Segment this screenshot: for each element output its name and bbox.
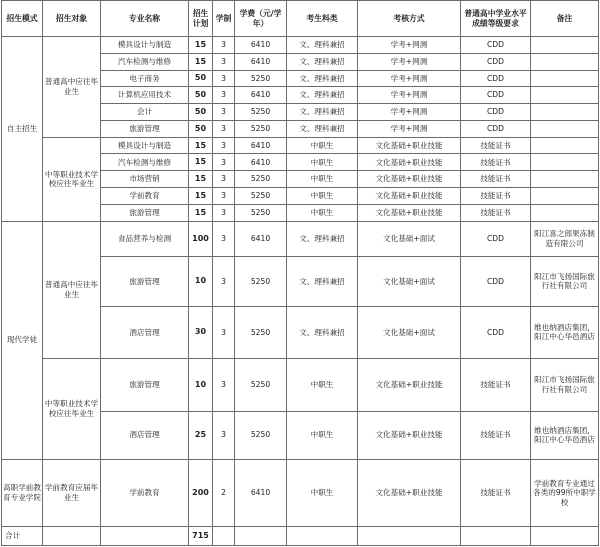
mode-modern-apprenticeship: 现代学徒	[2, 221, 43, 459]
mode-preschool-program: 高职学前教育专业学院	[2, 459, 43, 526]
exam-cell: 学考+网测	[358, 104, 461, 121]
table-row	[2, 137, 599, 154]
note-cell	[531, 188, 599, 205]
years-cell: 3	[213, 204, 235, 221]
admissions-plan-table	[1, 0, 599, 546]
header-mode: 招生模式	[2, 1, 43, 37]
level-cell: 技能证书	[461, 411, 531, 459]
fee-cell: 5250	[235, 188, 287, 205]
category-cell: 中职生	[287, 359, 358, 411]
major-cell: 计算机应用技术	[101, 87, 189, 104]
major-cell: 酒店管理	[101, 411, 189, 459]
years-cell: 3	[213, 104, 235, 121]
plan-cell: 15	[189, 154, 213, 171]
note-cell: 阳江喜之郎果冻制造有限公司	[531, 221, 599, 257]
empty-cell	[531, 526, 599, 545]
major-cell: 学前教育	[101, 188, 189, 205]
exam-cell: 文化基础+职业技能	[358, 359, 461, 411]
level-cell: CDD	[461, 257, 531, 306]
plan-cell: 30	[189, 306, 213, 358]
table-row	[2, 221, 599, 257]
plan-cell: 10	[189, 359, 213, 411]
major-cell: 学前教育	[101, 459, 189, 526]
category-cell: 文、理科兼招	[287, 120, 358, 137]
empty-cell	[287, 526, 358, 545]
fee-cell: 6410	[235, 37, 287, 54]
fee-cell: 5250	[235, 359, 287, 411]
total-label: 合计	[2, 526, 43, 545]
fee-cell: 6410	[235, 459, 287, 526]
note-cell	[531, 70, 599, 87]
major-cell: 电子商务	[101, 70, 189, 87]
exam-cell: 学考+网测	[358, 37, 461, 54]
exam-cell: 文化基础+职业技能	[358, 171, 461, 188]
plan-cell: 15	[189, 204, 213, 221]
level-cell: CDD	[461, 306, 531, 358]
exam-cell: 文化基础+职业技能	[358, 204, 461, 221]
table-row	[2, 459, 599, 526]
header-note: 备注	[531, 1, 599, 37]
years-cell: 2	[213, 459, 235, 526]
header-target: 招生对象	[43, 1, 101, 37]
years-cell: 3	[213, 359, 235, 411]
level-cell: CDD	[461, 53, 531, 70]
target-vocational: 中等职业技术学校应往毕业生	[43, 137, 101, 221]
total-row	[2, 526, 599, 545]
category-cell: 文、理科兼招	[287, 104, 358, 121]
target-modern-regular-hs: 普通高中应往毕业生	[43, 221, 101, 358]
level-cell: 技能证书	[461, 359, 531, 411]
plan-cell: 15	[189, 171, 213, 188]
fee-cell: 5250	[235, 70, 287, 87]
category-cell: 中职生	[287, 204, 358, 221]
note-cell	[531, 53, 599, 70]
plan-cell: 15	[189, 53, 213, 70]
header-category: 考生科类	[287, 1, 358, 37]
years-cell: 3	[213, 188, 235, 205]
header-exam: 考核方式	[358, 1, 461, 37]
plan-cell: 15	[189, 137, 213, 154]
years-cell: 3	[213, 53, 235, 70]
exam-cell: 学考+网测	[358, 70, 461, 87]
level-cell: 技能证书	[461, 204, 531, 221]
years-cell: 3	[213, 171, 235, 188]
exam-cell: 文化基础+职业技能	[358, 154, 461, 171]
plan-cell: 200	[189, 459, 213, 526]
empty-cell	[358, 526, 461, 545]
plan-cell: 15	[189, 188, 213, 205]
level-cell: 技能证书	[461, 188, 531, 205]
category-cell: 中职生	[287, 171, 358, 188]
exam-cell: 文化基础+职业技能	[358, 459, 461, 526]
major-cell: 旅游管理	[101, 204, 189, 221]
header-level: 普通高中学业水平成绩等级要求	[461, 1, 531, 37]
exam-cell: 学考+网测	[358, 53, 461, 70]
empty-cell	[43, 526, 101, 545]
exam-cell: 文化基础+职业技能	[358, 411, 461, 459]
years-cell: 3	[213, 37, 235, 54]
plan-cell: 100	[189, 221, 213, 257]
level-cell: CDD	[461, 104, 531, 121]
years-cell: 3	[213, 154, 235, 171]
note-cell	[531, 154, 599, 171]
note-cell: 阳江市飞扬国际旅行社有限公司	[531, 359, 599, 411]
note-cell	[531, 37, 599, 54]
table-row	[2, 359, 599, 411]
fee-cell: 5250	[235, 204, 287, 221]
years-cell: 3	[213, 87, 235, 104]
major-cell: 汽车检测与维修	[101, 53, 189, 70]
major-cell: 旅游管理	[101, 257, 189, 306]
exam-cell: 文化基础+职业技能	[358, 188, 461, 205]
exam-cell: 文化基础+面试	[358, 257, 461, 306]
header-row	[2, 1, 599, 37]
exam-cell: 文化基础+面试	[358, 221, 461, 257]
category-cell: 文、理科兼招	[287, 87, 358, 104]
plan-cell: 50	[189, 120, 213, 137]
fee-cell: 5250	[235, 257, 287, 306]
major-cell: 会计	[101, 104, 189, 121]
fee-cell: 5250	[235, 171, 287, 188]
category-cell: 文、理科兼招	[287, 221, 358, 257]
category-cell: 文、理科兼招	[287, 306, 358, 358]
level-cell: CDD	[461, 120, 531, 137]
note-cell	[531, 204, 599, 221]
category-cell: 中职生	[287, 154, 358, 171]
major-cell: 模具设计与制造	[101, 37, 189, 54]
exam-cell: 学考+网测	[358, 120, 461, 137]
note-cell: 维也纳酒店集团，阳江中心华邑酒店	[531, 411, 599, 459]
exam-cell: 文化基础+职业技能	[358, 137, 461, 154]
category-cell: 中职生	[287, 459, 358, 526]
exam-cell: 文化基础+面试	[358, 306, 461, 358]
plan-cell: 50	[189, 104, 213, 121]
header-plan: 招生计划	[189, 1, 213, 37]
years-cell: 3	[213, 120, 235, 137]
fee-cell: 5250	[235, 104, 287, 121]
category-cell: 中职生	[287, 188, 358, 205]
header-years: 学制	[213, 1, 235, 37]
level-cell: 技能证书	[461, 137, 531, 154]
note-cell	[531, 137, 599, 154]
fee-cell: 5250	[235, 306, 287, 358]
exam-cell: 学考+网测	[358, 87, 461, 104]
empty-cell	[213, 526, 235, 545]
note-cell: 维也纳酒店集团，阳江中心华邑酒店	[531, 306, 599, 358]
fee-cell: 5250	[235, 411, 287, 459]
years-cell: 3	[213, 411, 235, 459]
mode-self-enrollment: 自主招生	[2, 37, 43, 222]
plan-cell: 50	[189, 70, 213, 87]
header-major: 专业名称	[101, 1, 189, 37]
fee-cell: 6410	[235, 154, 287, 171]
category-cell: 中职生	[287, 137, 358, 154]
fee-cell: 6410	[235, 53, 287, 70]
level-cell: 技能证书	[461, 171, 531, 188]
category-cell: 中职生	[287, 411, 358, 459]
level-cell: 技能证书	[461, 459, 531, 526]
note-cell	[531, 120, 599, 137]
empty-cell	[235, 526, 287, 545]
level-cell: CDD	[461, 37, 531, 54]
years-cell: 3	[213, 70, 235, 87]
major-cell: 旅游管理	[101, 120, 189, 137]
major-cell: 汽车检测与维修	[101, 154, 189, 171]
total-plan: 715	[189, 526, 213, 545]
years-cell: 3	[213, 306, 235, 358]
category-cell: 文、理科兼招	[287, 53, 358, 70]
plan-cell: 25	[189, 411, 213, 459]
note-cell	[531, 87, 599, 104]
level-cell: 技能证书	[461, 154, 531, 171]
fee-cell: 6410	[235, 221, 287, 257]
target-regular-hs: 普通高中应往毕业生	[43, 37, 101, 138]
level-cell: CDD	[461, 87, 531, 104]
header-fee: 学费（元/学年）	[235, 1, 287, 37]
years-cell: 3	[213, 257, 235, 306]
target-preschool: 学前教育应届毕业生	[43, 459, 101, 526]
note-cell: 阳江市飞扬国际旅行社有限公司	[531, 257, 599, 306]
level-cell: CDD	[461, 221, 531, 257]
fee-cell: 6410	[235, 87, 287, 104]
years-cell: 3	[213, 137, 235, 154]
table-row	[2, 37, 599, 54]
category-cell: 文、理科兼招	[287, 257, 358, 306]
plan-cell: 50	[189, 87, 213, 104]
empty-cell	[461, 526, 531, 545]
empty-cell	[101, 526, 189, 545]
major-cell: 模具设计与制造	[101, 137, 189, 154]
major-cell: 旅游管理	[101, 359, 189, 411]
years-cell: 3	[213, 221, 235, 257]
category-cell: 文、理科兼招	[287, 70, 358, 87]
major-cell: 食品营养与检测	[101, 221, 189, 257]
major-cell: 市场营销	[101, 171, 189, 188]
note-cell	[531, 171, 599, 188]
note-cell: 学前教育专业通过各类的99所中职学校	[531, 459, 599, 526]
plan-cell: 10	[189, 257, 213, 306]
major-cell: 酒店管理	[101, 306, 189, 358]
target-modern-vocational: 中等职业技术学校应往毕业生	[43, 359, 101, 460]
level-cell: CDD	[461, 70, 531, 87]
category-cell: 文、理科兼招	[287, 37, 358, 54]
note-cell	[531, 104, 599, 121]
plan-cell: 15	[189, 37, 213, 54]
fee-cell: 6410	[235, 137, 287, 154]
fee-cell: 5250	[235, 120, 287, 137]
